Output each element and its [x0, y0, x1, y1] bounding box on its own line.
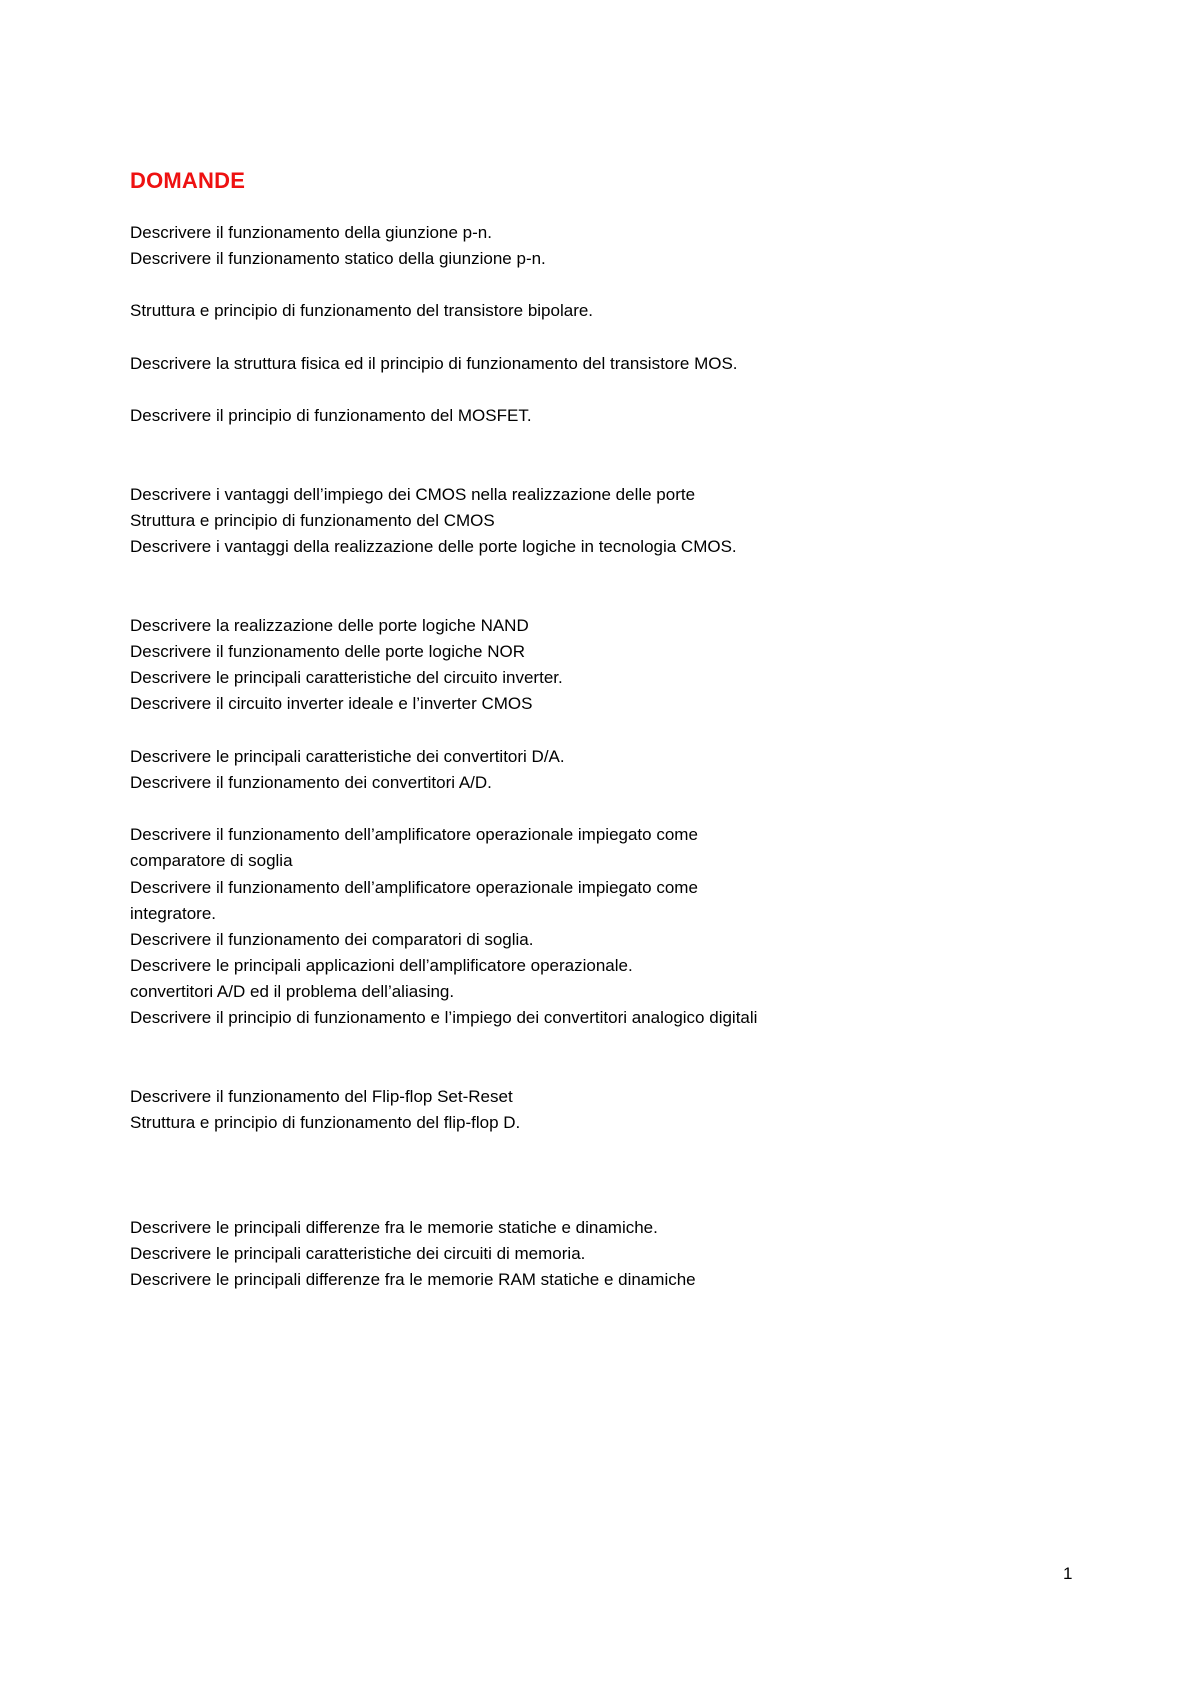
question-line: comparatore di soglia	[130, 851, 293, 870]
question-line: Descrivere il circuito inverter ideale e l’inverter CMOS	[130, 694, 533, 713]
question-line: Descrivere il funzionamento del Flip-flop Set-Reset	[130, 1087, 513, 1106]
page-number: 1	[1063, 1564, 1073, 1583]
question-line: Descrivere il funzionamento della giunzione p-n.	[130, 223, 492, 242]
question-line: Descrivere le principali caratteristiche dei convertitori D/A.	[130, 747, 565, 766]
question-line: Descrivere il funzionamento dell’amplificatore operazionale impiegato come	[130, 825, 698, 844]
question-line: Descrivere il principio di funzionamento e l’impiego dei convertitori analogico digitali	[130, 1008, 758, 1027]
question-line: Descrivere il funzionamento dei convertitori A/D.	[130, 773, 492, 792]
question-line: Descrivere i vantaggi della realizzazione delle porte logiche in tecnologia CMOS.	[130, 537, 737, 556]
question-line: Descrivere i vantaggi dell’impiego dei CMOS nella realizzazione delle porte	[130, 485, 696, 504]
question-line: Descrivere il funzionamento delle porte logiche NOR	[130, 642, 525, 661]
question-line: Descrivere le principali applicazioni dell’amplificatore operazionale.	[130, 956, 633, 975]
question-line: Descrivere il funzionamento statico della giunzione p-n.	[130, 249, 546, 268]
question-line: Struttura e principio di funzionamento del CMOS	[130, 511, 495, 530]
question-line: Descrivere il funzionamento dell’amplificatore operazionale impiegato come	[130, 878, 698, 897]
question-line: Descrivere la struttura fisica ed il principio di funzionamento del transistore MOS.	[130, 354, 738, 373]
page-title: DOMANDE	[130, 168, 246, 193]
question-line: Descrivere il principio di funzionamento del MOSFET.	[130, 406, 532, 425]
question-line: Struttura e principio di funzionamento del flip-flop D.	[130, 1113, 521, 1132]
question-line: convertitori A/D ed il problema dell’aliasing.	[130, 982, 455, 1001]
question-line: Descrivere le principali caratteristiche dei circuiti di memoria.	[130, 1244, 586, 1263]
question-line: Descrivere il funzionamento dei comparatori di soglia.	[130, 930, 534, 949]
question-line: Struttura e principio di funzionamento del transistore bipolare.	[130, 301, 594, 320]
question-line: integratore.	[130, 904, 216, 923]
question-line: Descrivere le principali caratteristiche del circuito inverter.	[130, 668, 563, 687]
question-line: Descrivere le principali differenze fra le memorie statiche e dinamiche.	[130, 1218, 658, 1237]
question-line: Descrivere la realizzazione delle porte logiche NAND	[130, 616, 529, 635]
question-line: Descrivere le principali differenze fra le memorie RAM statiche e dinamiche	[130, 1270, 696, 1289]
